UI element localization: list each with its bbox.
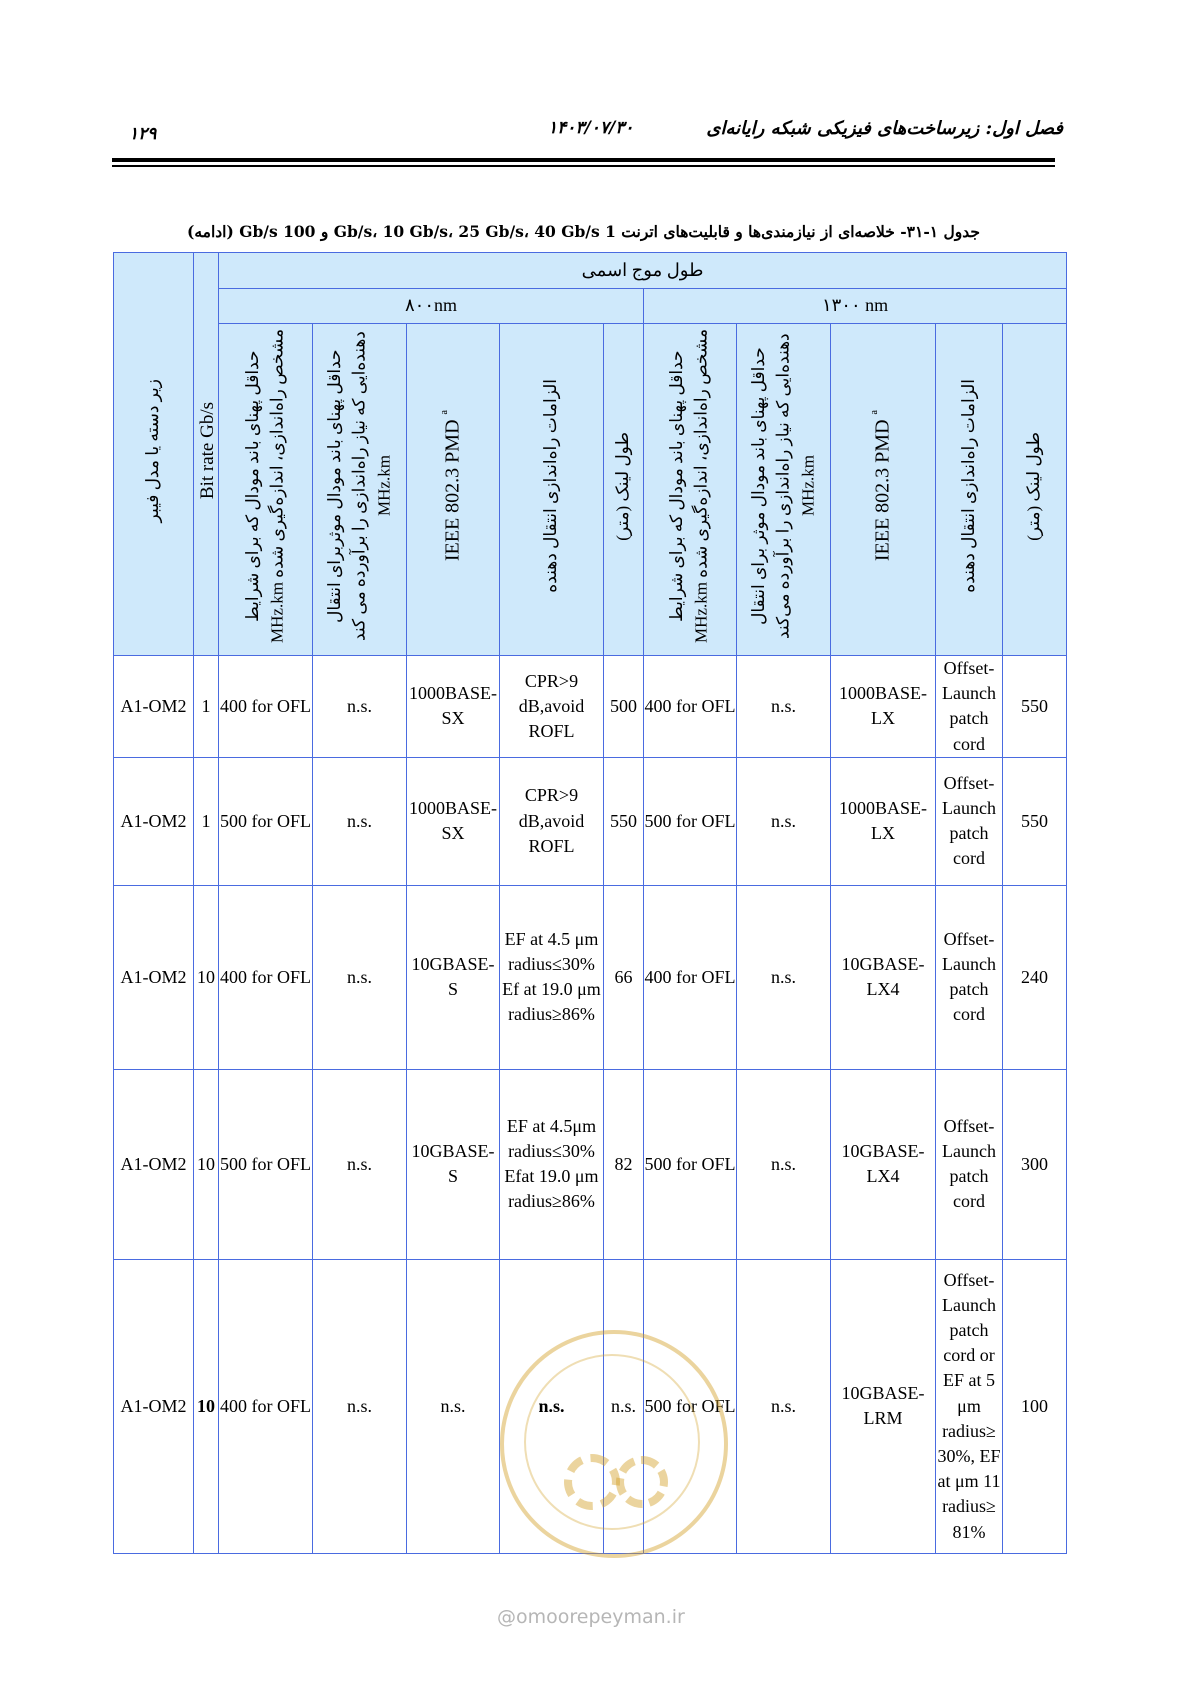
table-row xyxy=(114,1069,1067,1259)
col-min-bw-measured-1300: حداقل پهنای باند مودال که برای شرایط مشخص راه‌اندازی، اندازه‌گیری شده MHz.km xyxy=(644,324,737,656)
cell-launch-1300: Offset-Launch patch cord xyxy=(936,885,1003,1069)
cell-pmd-850: 10GBASE-S xyxy=(407,885,500,1069)
col-min-bw-effective-1300: حداقل پهنای باند مودال موثر برای انتقال دهنده‌ایی که نیاز راه‌اندازی را برآورده می‌کند MHz.km xyxy=(737,324,831,656)
col-link-length: طول لینک (متر) xyxy=(604,324,644,656)
cell-eff-850: n.s. xyxy=(313,757,407,885)
table-row xyxy=(114,885,1067,1069)
cell-pmd-1300: 10GBASE-LX4 xyxy=(831,1069,936,1259)
cell-length-1300: 240 xyxy=(1003,885,1067,1069)
cell-bitrate: 10 xyxy=(194,885,219,1069)
cell-length-850: 550 xyxy=(604,757,644,885)
cell-bw-850: 500 for OFL xyxy=(219,757,313,885)
cell-bw-1300: 400 for OFL xyxy=(644,885,737,1069)
header-rule-thin xyxy=(112,165,1055,167)
cell-eff-1300: n.s. xyxy=(737,656,831,758)
cell-length-1300: 550 xyxy=(1003,656,1067,758)
table-row xyxy=(114,656,1067,758)
cell-length-1300: 550 xyxy=(1003,757,1067,885)
cell-pmd-1300: 10GBASE-LRM xyxy=(831,1259,936,1553)
cell-length-1300: 300 xyxy=(1003,1069,1067,1259)
cell-launch-1300: Offset-Launch patch cord xyxy=(936,757,1003,885)
cell-bw-1300: 500 for OFL xyxy=(644,1259,737,1553)
cell-eff-1300: n.s. xyxy=(737,757,831,885)
col-launch-req: الزامات راه‌اندازی انتقال دهنده xyxy=(500,324,604,656)
cell-launch-850: EF at 4.5 μm radius≤30% Ef at 19.0 μm radius≥86% xyxy=(500,885,604,1069)
chapter-title: فصل اول: زیرساخت‌های فیزیکی شبکه رایانه‌ای xyxy=(706,118,1063,139)
wavelength-1300-header: ۱۳۰۰ nm xyxy=(644,289,1067,324)
col-min-bw-effective: حداقل پهنای باند مودال موثربرای انتقال دهنده‌ایی که نیاز راه‌اندازی را برآورده می کند MHz.km xyxy=(313,324,407,656)
col-launch-req-1300: الزامات راه‌اندازی انتقال دهنده xyxy=(936,324,1003,656)
cell-pmd-1300: 1000BASE-LX xyxy=(831,757,936,885)
cell-subcategory: A1-OM2 xyxy=(114,1259,194,1553)
cell-subcategory: A1-OM2 xyxy=(114,1069,194,1259)
cell-bitrate: 10 xyxy=(194,1259,219,1553)
table-row xyxy=(114,1259,1067,1553)
cell-bitrate: 1 xyxy=(194,656,219,758)
header-rule-thick xyxy=(112,158,1055,162)
document-date: ۱۴۰۳/۰۷/۳۰ xyxy=(548,118,634,138)
cell-launch-850: EF at 4.5μm radius≤30% Efat 19.0 μm radius≥86% xyxy=(500,1069,604,1259)
cell-pmd-1300: 10GBASE-LX4 xyxy=(831,885,936,1069)
ethernet-requirements-table xyxy=(113,252,1067,1554)
cell-eff-1300: n.s. xyxy=(737,1069,831,1259)
col-pmd-1300: IEEE 802.3 PMD $^a$ xyxy=(831,324,936,656)
page-number: ۱۲۹ xyxy=(129,124,157,144)
cell-eff-1300: n.s. xyxy=(737,885,831,1069)
cell-subcategory: A1-OM2 xyxy=(114,656,194,758)
cell-pmd-1300: 1000BASE-LX xyxy=(831,656,936,758)
table-caption: جدول ۱-۳۱- خلاصه‌ای از نیازمندی‌ها و قابلیت‌های اترنت 1 Gb/s، 10 Gb/s، 25 Gb/s، 40 Gb/s و 100 Gb/s (ادامه) xyxy=(187,222,980,241)
cell-launch-850: n.s. xyxy=(500,1259,604,1553)
cell-eff-850: n.s. xyxy=(313,656,407,758)
cell-launch-1300: Offset-Launch patch cord xyxy=(936,1069,1003,1259)
col-subcategory: زیر دسته یا مدل فیبر xyxy=(114,253,194,656)
cell-subcategory: A1-OM2 xyxy=(114,757,194,885)
col-bitrate: Bit rate Gb/s xyxy=(194,253,219,656)
cell-bw-1300: 500 for OFL xyxy=(644,1069,737,1259)
cell-length-850: 66 xyxy=(604,885,644,1069)
cell-subcategory: A1-OM2 xyxy=(114,885,194,1069)
col-min-bw-measured: حداقل پهنای باند مودال که برای شرایط مشخص راه‌اندازی، اندازه‌گیری شده MHz.km xyxy=(219,324,313,656)
table-row xyxy=(114,757,1067,885)
cell-launch-850: CPR>9 dB,avoid ROFL xyxy=(500,757,604,885)
cell-pmd-850: n.s. xyxy=(407,1259,500,1553)
cell-bw-850: 400 for OFL xyxy=(219,1259,313,1553)
cell-bitrate: 10 xyxy=(194,1069,219,1259)
cell-launch-1300: Offset-Launch patch cord xyxy=(936,656,1003,758)
website-footer: @omoorepeyman.ir xyxy=(497,1606,685,1628)
cell-length-850: 82 xyxy=(604,1069,644,1259)
cell-bw-850: 500 for OFL xyxy=(219,1069,313,1259)
col-pmd: IEEE 802.3 PMD $^a$ xyxy=(407,324,500,656)
cell-eff-850: n.s. xyxy=(313,885,407,1069)
cell-length-850: 500 xyxy=(604,656,644,758)
cell-length-1300: 100 xyxy=(1003,1259,1067,1553)
cell-eff-850: n.s. xyxy=(313,1069,407,1259)
cell-length-850: n.s. xyxy=(604,1259,644,1553)
cell-eff-1300: n.s. xyxy=(737,1259,831,1553)
cell-launch-1300: Offset-Launch patch cord or EF at 5 μm radius≥ 30%, EF at μm 11 radius≥ 81% xyxy=(936,1259,1003,1553)
cell-pmd-850: 1000BASE-SX xyxy=(407,656,500,758)
cell-bw-850: 400 for OFL xyxy=(219,885,313,1069)
cell-pmd-850: 1000BASE-SX xyxy=(407,757,500,885)
cell-pmd-850: 10GBASE-S xyxy=(407,1069,500,1259)
cell-bw-1300: 500 for OFL xyxy=(644,757,737,885)
cell-eff-850: n.s. xyxy=(313,1259,407,1553)
cell-bw-1300: 400 for OFL xyxy=(644,656,737,758)
cell-launch-850: CPR>9 dB,avoid ROFL xyxy=(500,656,604,758)
col-link-length-1300: طول لینک (متر) xyxy=(1003,324,1067,656)
cell-bw-850: 400 for OFL xyxy=(219,656,313,758)
cell-bitrate: 1 xyxy=(194,757,219,885)
wavelength-850-header: ۸۰۰nm xyxy=(219,289,644,324)
nominal-wavelength-header: طول موج اسمی xyxy=(219,253,1067,289)
